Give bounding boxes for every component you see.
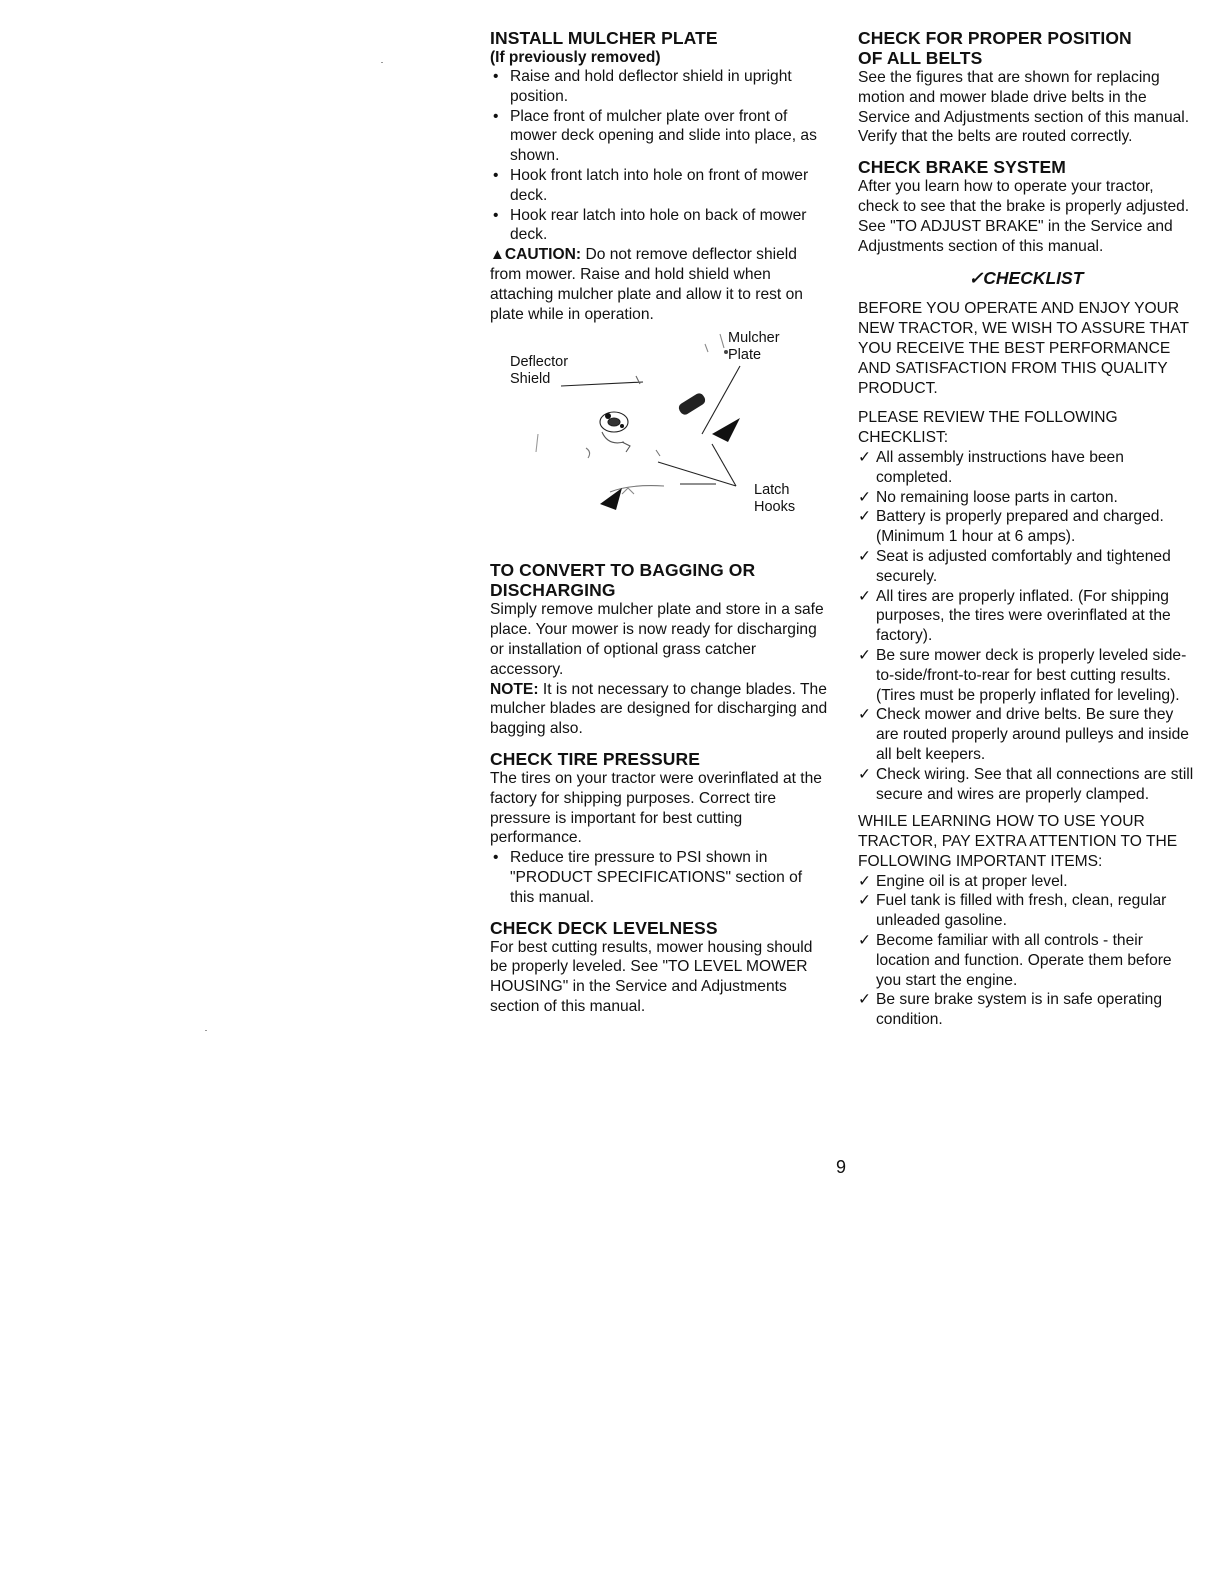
check-icon: ✓ (858, 706, 872, 724)
install-mulcher-subheading: (If previously removed) (490, 49, 661, 66)
caution-paragraph (490, 245, 830, 324)
checklist-item: ✓ Engine oil is at proper level. (858, 872, 1068, 890)
list-item: • Hook rear latch into hole on back of mower deck. (490, 206, 830, 246)
label-shield: Shield (510, 371, 551, 388)
important-items (858, 872, 1194, 1030)
belts-heading-line1: CHECK FOR PROPER POSITION (858, 28, 1132, 48)
note-label: NOTE: (490, 680, 539, 698)
section-convert (490, 560, 830, 739)
checklist-item: ✓ All tires are properly inflated. (For shipping purposes, the tires were overinflated at the factory). (858, 587, 1171, 645)
scan-speck (205, 1030, 207, 1031)
mulcher-steps (490, 67, 830, 245)
checklist-item: ✓ Fuel tank is filled with fresh, clean, regular unleaded gasoline. (858, 892, 1167, 930)
check-icon: ✓ (858, 932, 872, 950)
page-number: 9 (836, 1157, 847, 1177)
check-icon: ✓ (858, 765, 872, 783)
convert-heading-line1: TO CONVERT TO BAGGING OR (490, 560, 756, 581)
tire-heading: CHECK TIRE PRESSURE (490, 748, 700, 769)
deck-heading: CHECK DECK LEVELNESS (490, 917, 718, 938)
checklist-item: ✓ All assembly instructions have been completed. (858, 448, 1124, 486)
right-column (858, 28, 1194, 1030)
check-icon: ✓ (858, 646, 872, 664)
checklist-items (858, 448, 1194, 804)
mulcher-plate-figure (490, 324, 820, 544)
list-item: • Reduce tire pressure to PSI shown in "PRODUCT SPECIFICATIONS" section of this manual. (490, 848, 830, 907)
list-item: • Hook front latch into hole on front of mower deck. (490, 166, 830, 206)
checklist-item: ✓ Be sure mower deck is properly leveled side-to-side/front-to-rear for best cutting results. (Tires must be properly inflated for leveling). (858, 646, 1187, 704)
checklist-item: ✓ Check mower and drive belts. Be sure they are routed properly around pulleys and inside all belt keepers. (858, 706, 1189, 763)
checklist-review: PLEASE REVIEW THE FOLLOWING CHECKLIST: (858, 409, 1118, 447)
checklist-item: ✓ Seat is adjusted comfortably and tightened securely. (858, 547, 1171, 585)
list-item: • Place front of mulcher plate over front of mower deck opening and slide into place, as shown. (490, 107, 830, 166)
label-mulcher: Mulcher (728, 330, 780, 347)
checklist-title: ✓CHECKLIST (968, 268, 1084, 289)
section-tire-pressure (490, 749, 830, 908)
note-paragraph (490, 680, 830, 739)
checklist-item: ✓ Battery is properly prepared and charged. (Minimum 1 hour at 6 amps). (858, 508, 1164, 546)
note-text: It is not necessary to change blades. The mulcher blades are designed for discharging and bagging also. (490, 680, 828, 738)
label-deflector: Deflector (510, 354, 569, 371)
label-latch: Latch (754, 482, 790, 499)
brake-heading: CHECK BRAKE SYSTEM (858, 157, 1066, 178)
checklist-intro: BEFORE YOU OPERATE AND ENJOY YOUR NEW TRACTOR, WE WISH TO ASSURE THAT YOU RECEIVE THE BEST PERFORMANCE AND SATISFACTION FROM THIS QUALITY PRODUCT. (858, 300, 1189, 397)
caution-label: CAUTION: (504, 246, 582, 264)
belts-text: See the figures that are shown for replacing motion and mower blade drive belts in the Service and Adjustments section of this manual. Verify that the belts are routed correctly. (858, 69, 1190, 146)
section-deck-levelness (490, 918, 830, 1017)
checklist-item: ✓ Become familiar with all controls - their location and function. Operate them before you start the engine. (858, 932, 1172, 989)
checklist-item: ✓ Check wiring. See that all connections are still secure and wires are properly clamped. (858, 765, 1194, 803)
label-hooks: Hooks (754, 499, 796, 516)
checklist-item: ✓ No remaining loose parts in carton. (858, 488, 1118, 506)
left-column (490, 28, 830, 1017)
deck-text: For best cutting results, mower housing should be properly leveled. See "TO LEVEL MOWER HOUSING" in the Service and Adjustments section of this manual. (490, 938, 813, 1015)
check-icon: ✓ (858, 587, 872, 605)
check-icon: ✓ (858, 508, 872, 526)
check-icon: ✓ (858, 488, 872, 506)
check-icon: ✓ (858, 991, 872, 1009)
tire-text: The tires on your tractor were overinflated at the factory for shipping purposes. Correct tire pressure is important for best cutting performance. (490, 769, 822, 847)
section-belts (858, 28, 1194, 147)
convert-text: Simply remove mulcher plate and store in a safe place. Your mower is now ready for discharging or installation of optional grass catcher accessory. (490, 601, 824, 678)
check-icon: ✓ (858, 547, 872, 565)
install-mulcher-heading: INSTALL MULCHER PLATE (490, 28, 718, 48)
learning-intro: WHILE LEARNING HOW TO USE YOUR TRACTOR, PAY EXTRA ATTENTION TO THE FOLLOWING IMPORTANT ITEMS: (858, 813, 1178, 870)
check-icon: ✓ (858, 892, 872, 910)
belts-heading-line2: OF ALL BELTS (858, 48, 983, 68)
brake-text: After you learn how to operate your tractor, check to see that the brake is properly adjusted. See "TO ADJUST BRAKE" in the Service and Adjustments section of this manual. (858, 178, 1190, 255)
convert-heading-line2: DISCHARGING (490, 580, 616, 601)
section-install-mulcher (490, 28, 830, 324)
caution-text: Do not remove deflector shield from mower. Raise and hold shield when attaching mulcher plate and allow it to rest on plate while in operation. (490, 246, 803, 323)
section-brake (858, 157, 1194, 256)
check-icon: ✓ (858, 448, 872, 466)
list-item: • Raise and hold deflector shield in upright position. (490, 67, 830, 107)
warning-triangle-icon: ▲ (490, 246, 505, 264)
tire-steps (490, 848, 830, 907)
checklist-item: ✓ Be sure brake system is in safe operating condition. (858, 991, 1163, 1029)
scan-speck (381, 62, 383, 63)
check-icon: ✓ (858, 872, 872, 890)
label-plate: Plate (728, 347, 762, 364)
